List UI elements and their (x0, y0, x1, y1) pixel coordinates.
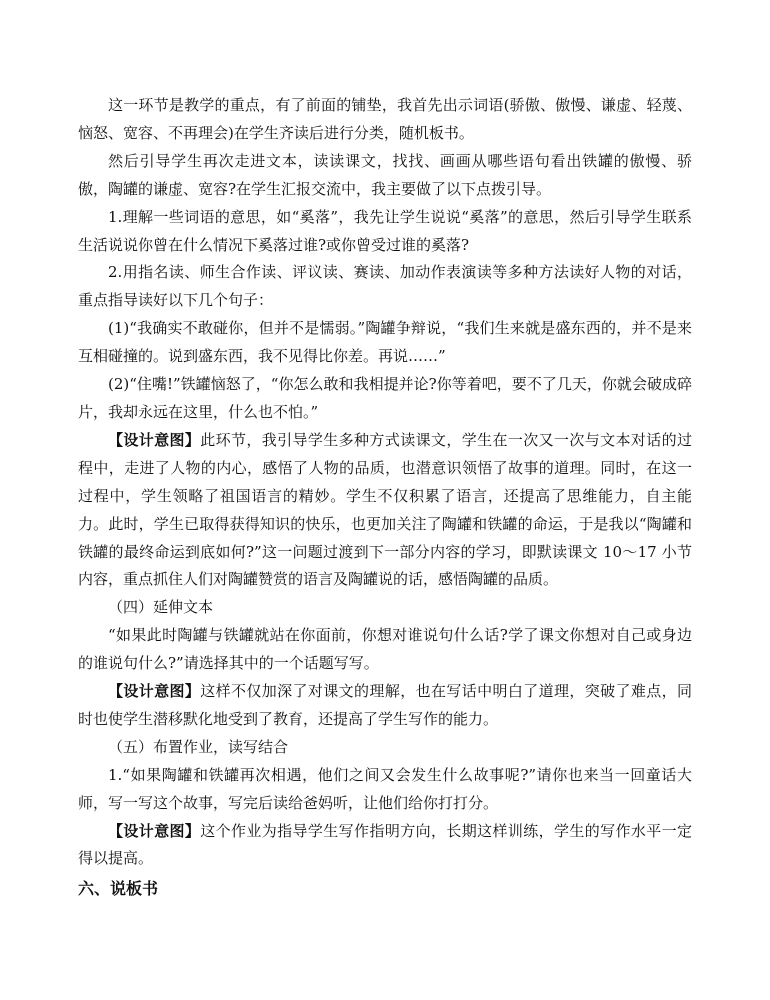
paragraph-text: 此环节，我引导学生多种方式读课文，学生在一次又一次与文本对话的过程中，走进了人物的内心，感悟了人物的品质，也潜意识领悟了故事的道理。同时，在这一过程中，学生领略了祖国语言的精妙。学生不仅积累了语言，还提高了思维能力，自主能力。此时，学生已取得获得知识的快乐，也更加关注了陶罐和铁罐的命运，于是我以“陶罐和铁罐的最终命运到底如何?”这一问题过渡到下一部分内容的学习，即默读课文 10～17 小节内容，重点抓住人们对陶罐赞赏的语言及陶罐说的话，感悟陶罐的品质。 (78, 430, 692, 589)
paragraph-text: 这个作业为指导学生写作指明方向，长期这样训练，学生的写作水平一定得以提高。 (78, 821, 692, 868)
paragraph-text: 1.理解一些词语的意思，如“奚落”，我先让学生说说“奚落”的意思，然后引导学生联系生活说说你曾在什么情况下奚落过谁?或你曾受过谁的奚落? (78, 207, 692, 254)
design-intent-label: 【设计意图】 (108, 682, 201, 701)
paragraph-7 (78, 427, 692, 594)
paragraph-4 (78, 259, 692, 315)
paragraph-1 (78, 92, 692, 148)
paragraph-10 (78, 678, 692, 734)
subheading-homework: （五）布置作业，读写结合 (108, 737, 289, 756)
paragraph-3 (78, 204, 692, 260)
paragraph-12 (78, 762, 692, 818)
subheading-extend-text: （四）延伸文本 (108, 598, 214, 617)
paragraph-text: 这样不仅加深了对课文的理解，也在写话中明白了道理，突破了难点，同时也使学生潜移默化地受到了教育，还提高了学生写作的能力。 (78, 682, 692, 728)
paragraph-text: (1)“我确实不敢碰你，但并不是懦弱。”陶罐争辩说，“我们生来就是盛东西的，并不是来互相碰撞的。说到盛东西，我不见得比你差。再说……” (78, 319, 692, 366)
paragraph-5 (78, 315, 692, 371)
paragraph-9 (78, 622, 692, 678)
paragraph-8 (78, 594, 692, 622)
paragraph-text: 这一环节是教学的重点，有了前面的铺垫，我首先出示词语(骄傲、傲慢、谦虚、轻蔑、恼怒、宽容、不再理会)在学生齐读后进行分类，随机板书。 (78, 96, 692, 142)
section-heading: 六、说板书 (78, 879, 159, 899)
paragraph-2 (78, 148, 692, 204)
paragraph-11 (78, 734, 692, 762)
design-intent-label: 【设计意图】 (108, 430, 201, 449)
paragraph-text: 2.用指名读、师生合作读、评议读、赛读、加动作表演读等多种方法读好人物的对话，重点指导读好以下几个句子： (78, 263, 692, 310)
document-body (78, 92, 692, 903)
paragraph-6 (78, 371, 692, 427)
paragraph-text: 1.“如果陶罐和铁罐再次相遇，他们之间又会发生什么故事呢?”请你也来当一回童话大师，写一写这个故事，写完后读给爸妈听，让他们给你打打分。 (78, 765, 692, 812)
design-intent-label: 【设计意图】 (108, 821, 201, 840)
paragraph-text: 然后引导学生再次走进文本，读读课文，找找、画画从哪些语句看出铁罐的傲慢、骄傲，陶罐的谦虚、宽容?在学生汇报交流中，我主要做了以下点拨引导。 (78, 151, 692, 198)
paragraph-text: “如果此时陶罐与铁罐就站在你面前，你想对谁说句什么话?学了课文你想对自己或身边的谁说句什么?”请选择其中的一个话题写写。 (78, 626, 692, 673)
paragraph-text: (2)“住嘴!”铁罐恼怒了，“你怎么敢和我相提并论?你等着吧，要不了几天，你就会破成碎片，我却永远在这里，什么也不怕。” (78, 375, 692, 421)
paragraph-13 (78, 818, 692, 874)
